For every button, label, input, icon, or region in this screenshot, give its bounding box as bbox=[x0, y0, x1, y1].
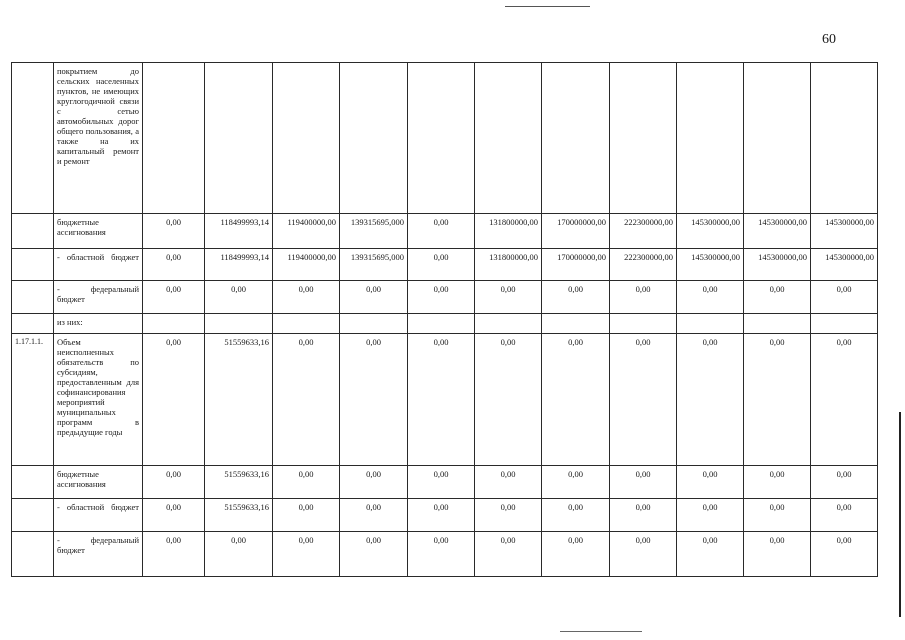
value-cell: 118499993,14 bbox=[205, 214, 273, 249]
value-cell: 0,00 bbox=[811, 532, 878, 577]
value-cell: 131800000,00 bbox=[475, 214, 542, 249]
value-cell: 131800000,00 bbox=[475, 249, 542, 281]
value-cell: 0,00 bbox=[744, 466, 811, 499]
value-cell: 0,00 bbox=[408, 249, 475, 281]
value-cell: 0,00 bbox=[677, 281, 744, 314]
value-cell: 0,00 bbox=[340, 281, 408, 314]
value-cell bbox=[340, 63, 408, 214]
row-code-cell bbox=[12, 532, 54, 577]
value-cell bbox=[340, 314, 408, 334]
value-cell: 0,00 bbox=[273, 532, 340, 577]
value-cell: 0,00 bbox=[475, 499, 542, 532]
value-cell: 0,00 bbox=[408, 499, 475, 532]
bottom-rule bbox=[560, 631, 642, 632]
row-code-cell bbox=[12, 314, 54, 334]
row-label-cell: - областной бюджет bbox=[54, 499, 143, 532]
value-cell: 0,00 bbox=[542, 466, 610, 499]
value-cell: 170000000,00 bbox=[542, 214, 610, 249]
value-cell: 0,00 bbox=[340, 334, 408, 466]
value-cell: 0,00 bbox=[205, 532, 273, 577]
value-cell: 170000000,00 bbox=[542, 249, 610, 281]
row-code-cell: 1.17.1.1. bbox=[12, 334, 54, 466]
value-cell: 0,00 bbox=[542, 532, 610, 577]
row-code-cell bbox=[12, 466, 54, 499]
value-cell: 0,00 bbox=[273, 334, 340, 466]
value-cell: 0,00 bbox=[143, 214, 205, 249]
table-row bbox=[12, 281, 878, 314]
value-cell: 0,00 bbox=[744, 334, 811, 466]
value-cell: 0,00 bbox=[744, 281, 811, 314]
value-cell: 0,00 bbox=[273, 466, 340, 499]
value-cell bbox=[542, 63, 610, 214]
value-cell bbox=[408, 63, 475, 214]
value-cell: 139315695,000 bbox=[340, 214, 408, 249]
value-cell: 0,00 bbox=[340, 466, 408, 499]
table-row bbox=[12, 466, 878, 499]
value-cell: 0,00 bbox=[143, 466, 205, 499]
value-cell: 0,00 bbox=[408, 532, 475, 577]
value-cell bbox=[610, 63, 677, 214]
value-cell: 0,00 bbox=[610, 499, 677, 532]
value-cell: 0,00 bbox=[677, 466, 744, 499]
value-cell: 0,00 bbox=[610, 466, 677, 499]
budget-table bbox=[11, 62, 878, 577]
value-cell: 139315695,000 bbox=[340, 249, 408, 281]
value-cell bbox=[143, 63, 205, 214]
value-cell: 0,00 bbox=[811, 334, 878, 466]
value-cell: 119400000,00 bbox=[273, 214, 340, 249]
value-cell bbox=[408, 314, 475, 334]
top-rule bbox=[505, 6, 590, 7]
value-cell: 119400000,00 bbox=[273, 249, 340, 281]
value-cell: 0,00 bbox=[273, 499, 340, 532]
value-cell: 0,00 bbox=[475, 281, 542, 314]
table-row bbox=[12, 314, 878, 334]
value-cell bbox=[811, 314, 878, 334]
value-cell: 0,00 bbox=[610, 532, 677, 577]
value-cell: 0,00 bbox=[542, 499, 610, 532]
value-cell: 0,00 bbox=[143, 281, 205, 314]
value-cell: 0,00 bbox=[811, 281, 878, 314]
value-cell bbox=[205, 314, 273, 334]
row-label-cell: из них: bbox=[54, 314, 143, 334]
value-cell bbox=[205, 63, 273, 214]
value-cell: 118499993,14 bbox=[205, 249, 273, 281]
value-cell: 222300000,00 bbox=[610, 214, 677, 249]
value-cell: 0,00 bbox=[408, 281, 475, 314]
value-cell bbox=[677, 314, 744, 334]
row-label-cell: бюджетные ассигнования bbox=[54, 466, 143, 499]
value-cell: 0,00 bbox=[408, 466, 475, 499]
value-cell: 0,00 bbox=[744, 499, 811, 532]
value-cell: 0,00 bbox=[408, 214, 475, 249]
page-number: 60 bbox=[822, 32, 836, 47]
value-cell: 0,00 bbox=[744, 532, 811, 577]
value-cell bbox=[811, 63, 878, 214]
row-label-cell: - федеральный бюджет bbox=[54, 281, 143, 314]
value-cell: 0,00 bbox=[273, 281, 340, 314]
value-cell: 0,00 bbox=[677, 499, 744, 532]
row-label-cell: - федеральный бюджет bbox=[54, 532, 143, 577]
value-cell: 0,00 bbox=[542, 281, 610, 314]
value-cell: 0,00 bbox=[340, 532, 408, 577]
value-cell bbox=[143, 314, 205, 334]
value-cell: 0,00 bbox=[143, 532, 205, 577]
table-row bbox=[12, 334, 878, 466]
value-cell: 0,00 bbox=[542, 334, 610, 466]
row-code-cell bbox=[12, 249, 54, 281]
value-cell: 0,00 bbox=[143, 249, 205, 281]
value-cell: 51559633,16 bbox=[205, 499, 273, 532]
row-code-cell bbox=[12, 214, 54, 249]
value-cell: 51559633,16 bbox=[205, 334, 273, 466]
value-cell: 0,00 bbox=[610, 334, 677, 466]
row-code-cell bbox=[12, 281, 54, 314]
value-cell: 0,00 bbox=[205, 281, 273, 314]
value-cell: 0,00 bbox=[811, 499, 878, 532]
value-cell: 0,00 bbox=[340, 499, 408, 532]
table-row bbox=[12, 214, 878, 249]
value-cell bbox=[273, 314, 340, 334]
value-cell bbox=[677, 63, 744, 214]
value-cell: 0,00 bbox=[408, 334, 475, 466]
value-cell: 0,00 bbox=[677, 532, 744, 577]
value-cell: 0,00 bbox=[475, 466, 542, 499]
value-cell: 145300000,00 bbox=[744, 214, 811, 249]
value-cell bbox=[744, 63, 811, 214]
table-row bbox=[12, 249, 878, 281]
value-cell: 0,00 bbox=[143, 334, 205, 466]
row-label-cell: покрытием до сельских населенных пунктов, не имеющих круглогодичной связи с сетью автомобильных дорог общего пользования, а также на их капитальный ремонт и ремонт bbox=[54, 63, 143, 214]
value-cell: 222300000,00 bbox=[610, 249, 677, 281]
value-cell: 0,00 bbox=[475, 334, 542, 466]
table-row bbox=[12, 499, 878, 532]
table-row bbox=[12, 63, 878, 214]
row-label-cell: бюджетные ассигнования bbox=[54, 214, 143, 249]
row-label-cell: Объем неисполненных обязательств по субсидиям, предоставленным для софинансирования мероприятий муниципальных программ в предыдущие годы bbox=[54, 334, 143, 466]
table-body bbox=[12, 63, 878, 577]
value-cell bbox=[475, 314, 542, 334]
value-cell bbox=[744, 314, 811, 334]
value-cell bbox=[610, 314, 677, 334]
value-cell: 0,00 bbox=[610, 281, 677, 314]
row-code-cell bbox=[12, 499, 54, 532]
value-cell: 145300000,00 bbox=[677, 249, 744, 281]
value-cell: 0,00 bbox=[811, 466, 878, 499]
value-cell: 145300000,00 bbox=[744, 249, 811, 281]
scan-edge-mark bbox=[899, 412, 901, 617]
value-cell: 51559633,16 bbox=[205, 466, 273, 499]
value-cell: 0,00 bbox=[475, 532, 542, 577]
table-row bbox=[12, 532, 878, 577]
value-cell: 0,00 bbox=[143, 499, 205, 532]
row-code-cell bbox=[12, 63, 54, 214]
value-cell: 145300000,00 bbox=[811, 249, 878, 281]
row-label-cell: - областной бюджет bbox=[54, 249, 143, 281]
value-cell bbox=[542, 314, 610, 334]
value-cell: 0,00 bbox=[677, 334, 744, 466]
value-cell: 145300000,00 bbox=[677, 214, 744, 249]
value-cell bbox=[273, 63, 340, 214]
value-cell bbox=[475, 63, 542, 214]
value-cell: 145300000,00 bbox=[811, 214, 878, 249]
